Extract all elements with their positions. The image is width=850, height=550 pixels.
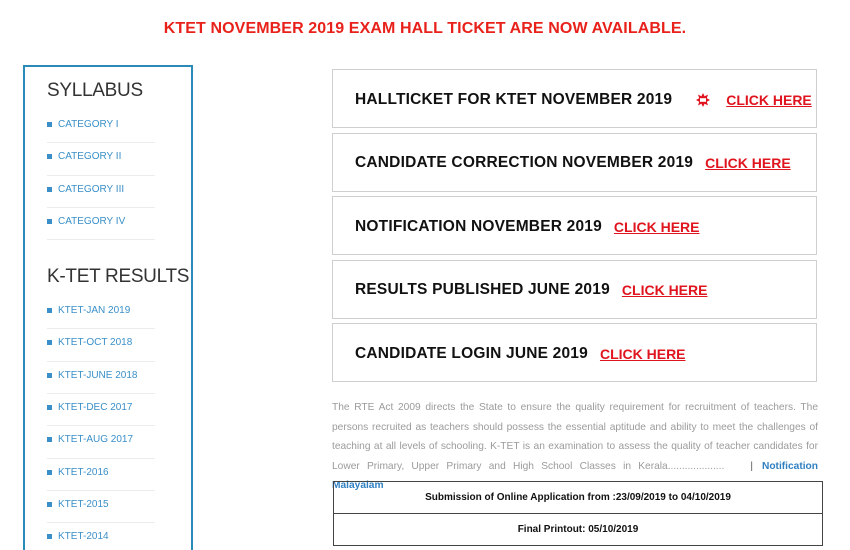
description-text: The RTE Act 2009 directs the State to ensure the quality requirement for recruitment of teachers. The persons recruited as teachers should possess the essential aptitude and ability to meet the challenges of teaching at all levels of schooling. K-TET is an examination to assess the quality of teacher candidates for Lower Primary, Upper Primary and High School Classes in Kerala.................... — [332, 402, 818, 472]
results-box — [332, 260, 817, 319]
sidebar-item-ktet-2015[interactable] — [47, 491, 155, 523]
bullet-icon — [47, 470, 52, 475]
box-title: CANDIDATE CORRECTION NOVEMBER 2019 — [355, 154, 694, 171]
sidebar — [23, 65, 193, 550]
bullet-icon — [47, 122, 52, 127]
sidebar-item-label: CATEGORY I — [58, 119, 119, 130]
sidebar-item-label: KTET-2015 — [58, 498, 109, 510]
sidebar-item-label: KTET-AUG 2017 — [58, 434, 134, 446]
bullet-icon — [47, 502, 52, 507]
new-flash-icon — [696, 93, 710, 107]
sidebar-item-label: KTET-JUNE 2018 — [58, 369, 138, 381]
bullet-icon — [47, 534, 52, 539]
sidebar-item-label: CATEGORY IV — [58, 215, 126, 227]
table-cell: Final Printout: 05/10/2019 — [334, 514, 823, 546]
syllabus-heading: SYLLABUS — [47, 80, 143, 101]
box-title: NOTIFICATION NOVEMBER 2019 — [355, 217, 602, 235]
sidebar-item-ktet-jan-2019[interactable] — [47, 297, 155, 329]
announcement-boxes — [332, 69, 817, 387]
hallticket-box — [332, 69, 817, 128]
sidebar-item-ktet-aug-2017[interactable] — [47, 426, 155, 458]
sidebar-item-category-1[interactable] — [47, 111, 155, 143]
sidebar-item-ktet-oct-2018[interactable] — [47, 329, 155, 361]
sidebar-item-category-2[interactable] — [47, 143, 155, 175]
bullet-icon — [47, 154, 52, 159]
table-cell: Submission of Online Application from :23/09/2019 to 04/10/2019 — [334, 482, 823, 514]
bullet-icon — [47, 437, 52, 442]
sidebar-item-category-3[interactable] — [47, 176, 155, 208]
hallticket-click-here-link[interactable]: CLICK HERE — [726, 91, 812, 108]
results-list — [47, 297, 155, 550]
sidebar-item-label: KTET-OCT 2018 — [58, 337, 133, 349]
sidebar-item-ktet-dec-2017[interactable] — [47, 394, 155, 426]
separator: | — [750, 460, 753, 472]
sidebar-item-category-4[interactable] — [47, 208, 155, 240]
syllabus-list — [47, 111, 155, 240]
correction-click-here-link[interactable]: CLICK HERE — [705, 155, 791, 171]
sidebar-item-label: KTET-2016 — [58, 466, 109, 478]
bullet-icon — [47, 340, 52, 345]
notification-box — [332, 196, 817, 255]
sidebar-item-label: KTET-DEC 2017 — [58, 402, 133, 414]
sidebar-item-ktet-2014[interactable] — [47, 523, 155, 550]
candidate-login-box — [332, 323, 817, 382]
announcement-banner: KTET NOVEMBER 2019 EXAM HALL TICKET ARE NOW AVAILABLE. — [163, 20, 687, 37]
sidebar-item-ktet-2016[interactable] — [47, 459, 155, 491]
notification-click-here-link[interactable]: CLICK HERE — [613, 218, 700, 235]
bullet-icon — [47, 373, 52, 378]
schedule-table — [333, 481, 823, 546]
sidebar-item-label: CATEGORY II — [58, 151, 122, 163]
candidate-correction-box — [332, 133, 817, 192]
bullet-icon — [47, 187, 52, 192]
sidebar-item-ktet-june-2018[interactable] — [47, 362, 155, 394]
results-click-here-link[interactable]: CLICK HERE — [621, 282, 708, 298]
notification-malayalam-link[interactable]: Notification Malayalam — [332, 460, 818, 491]
bullet-icon — [47, 405, 52, 410]
bullet-icon — [47, 219, 52, 224]
sidebar-item-label: KTET-JAN 2019 — [58, 305, 131, 317]
sidebar-item-label: CATEGORY III — [58, 183, 125, 195]
table-row — [334, 482, 823, 514]
results-heading: K-TET RESULTS — [47, 266, 190, 288]
sidebar-item-label: KTET-2014 — [58, 531, 109, 543]
login-click-here-link[interactable]: CLICK HERE — [599, 345, 686, 362]
bullet-icon — [47, 308, 52, 313]
box-title: CANDIDATE LOGIN JUNE 2019 — [355, 344, 588, 362]
table-row — [334, 514, 823, 546]
box-title: RESULTS PUBLISHED JUNE 2019 — [355, 281, 610, 298]
box-title: HALLTICKET FOR KTET NOVEMBER 2019 — [355, 90, 673, 108]
